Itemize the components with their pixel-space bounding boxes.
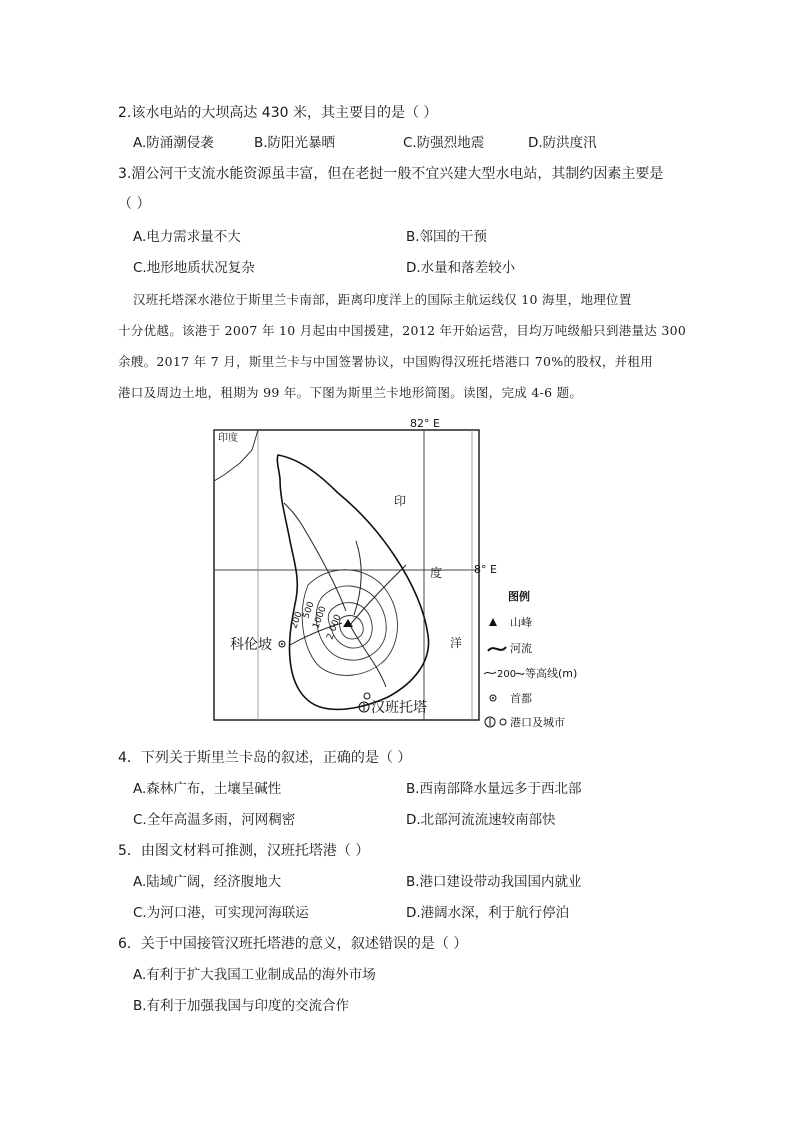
q2-option-d: D.防洪度汛	[528, 135, 597, 151]
legend-river-icon	[488, 647, 506, 651]
question-3-stem-cont: （ ）	[118, 196, 151, 212]
legend-capital: 首都	[510, 692, 532, 705]
q6-option-a: A.有利于扩大我国工业制成品的海外市场	[133, 967, 376, 983]
river-east	[350, 565, 406, 625]
q3-option-c: C.地形地质状况复杂	[133, 260, 255, 276]
q2-option-b: B.防阳光暴晒	[254, 135, 336, 151]
q3-option-b: B.邻国的干预	[406, 229, 488, 245]
contour-label-2000: 2 000	[325, 613, 344, 642]
question-4-stem: 4．下列关于斯里兰卡岛的叙述，正确的是（ ）	[118, 750, 412, 766]
legend-contour: 等高线(m)	[525, 667, 578, 680]
q3-option-a: A.电力需求量不大	[133, 229, 241, 245]
legend-title: 图例	[508, 590, 530, 603]
ocean-char-1: 印	[394, 494, 407, 508]
q2-option-c: C.防强烈地震	[403, 135, 485, 151]
legend-city-icon	[500, 719, 506, 725]
legend-peak-icon	[489, 618, 497, 626]
legend-port: 港口及城市	[510, 716, 565, 729]
contour-label-200: 200	[289, 610, 305, 631]
ocean-char-3: 洋	[450, 636, 463, 650]
q4-option-d: D.北部河流流速较南部快	[406, 812, 556, 828]
question-3-stem: 3.湄公河干支流水能资源虽丰富，但在老挝一般不宜兴建大型水电站，其制约因素主要是	[118, 166, 664, 182]
q3-option-d: D.水量和落差较小	[406, 260, 516, 276]
river-south	[350, 625, 386, 687]
contour-label-1000: 1000	[311, 605, 329, 631]
ocean-char-2: 度	[430, 566, 443, 580]
passage-line-4: 港口及周边土地，租期为 99 年。下图为斯里兰卡地形简图。读图，完成 4-6 题。	[118, 385, 583, 400]
q2-option-a: A.防涌潮侵袭	[133, 135, 214, 151]
legend-contour-icon	[484, 672, 496, 674]
q4-option-c: C.全年高温多雨，河网稠密	[133, 812, 296, 828]
q6-option-b: B.有利于加强我国与印度的交流合作	[133, 998, 350, 1014]
lat-label: 8° E	[474, 563, 497, 576]
sri-lanka-terrain-map	[210, 415, 590, 740]
lon-label: 82° E	[410, 417, 440, 430]
legend-peak: 山峰	[510, 616, 532, 629]
passage-line-1: 汉班托塔深水港位于斯里兰卡南部，距离印度洋上的国际主航运线仅 10 海里，地理位置	[133, 292, 632, 307]
contour-label-500: 500	[301, 600, 317, 621]
india-label: 印度	[218, 433, 238, 444]
q5-option-d: D.港阔水深，利于航行停泊	[406, 905, 570, 921]
colombo-label: 科伦坡	[230, 637, 272, 653]
legend-river: 河流	[510, 642, 532, 655]
q5-option-c: C.为河口港，可实现河海联运	[133, 905, 309, 921]
passage-line-3: 余艘。2017 年 7 月，斯里兰卡与中国签署协议，中国购得汉班托塔港口 70%的股权，并租用	[118, 354, 654, 369]
legend-contour-sample: 200	[497, 669, 517, 680]
q4-option-b: B.西南部降水量远多于西北部	[406, 781, 582, 797]
q4-option-a: A.森林广布，土壤呈碱性	[133, 781, 282, 797]
hambantota-city-icon	[364, 693, 370, 699]
question-5-stem: 5．由图文材料可推测，汉班托塔港（ ）	[118, 843, 370, 859]
question-2-stem: 2.该水电站的大坝高达 430 米，其主要目的是（ ）	[118, 105, 438, 121]
passage-line-2: 十分优越。该港于 2007 年 10 月起由中国援建，2012 年开始运营，目均万吨级船只到港量达 300	[118, 323, 687, 338]
q5-option-a: A.陆域广阔，经济腹地大	[133, 874, 282, 890]
q5-option-b: B.港口建设带动我国国内就业	[406, 874, 582, 890]
question-6-stem: 6．关于中国接管汉班托塔港的意义，叙述错误的是（ ）	[118, 936, 468, 952]
river-northeast	[354, 541, 361, 615]
hambantota-label: 汉班托塔	[371, 700, 427, 716]
